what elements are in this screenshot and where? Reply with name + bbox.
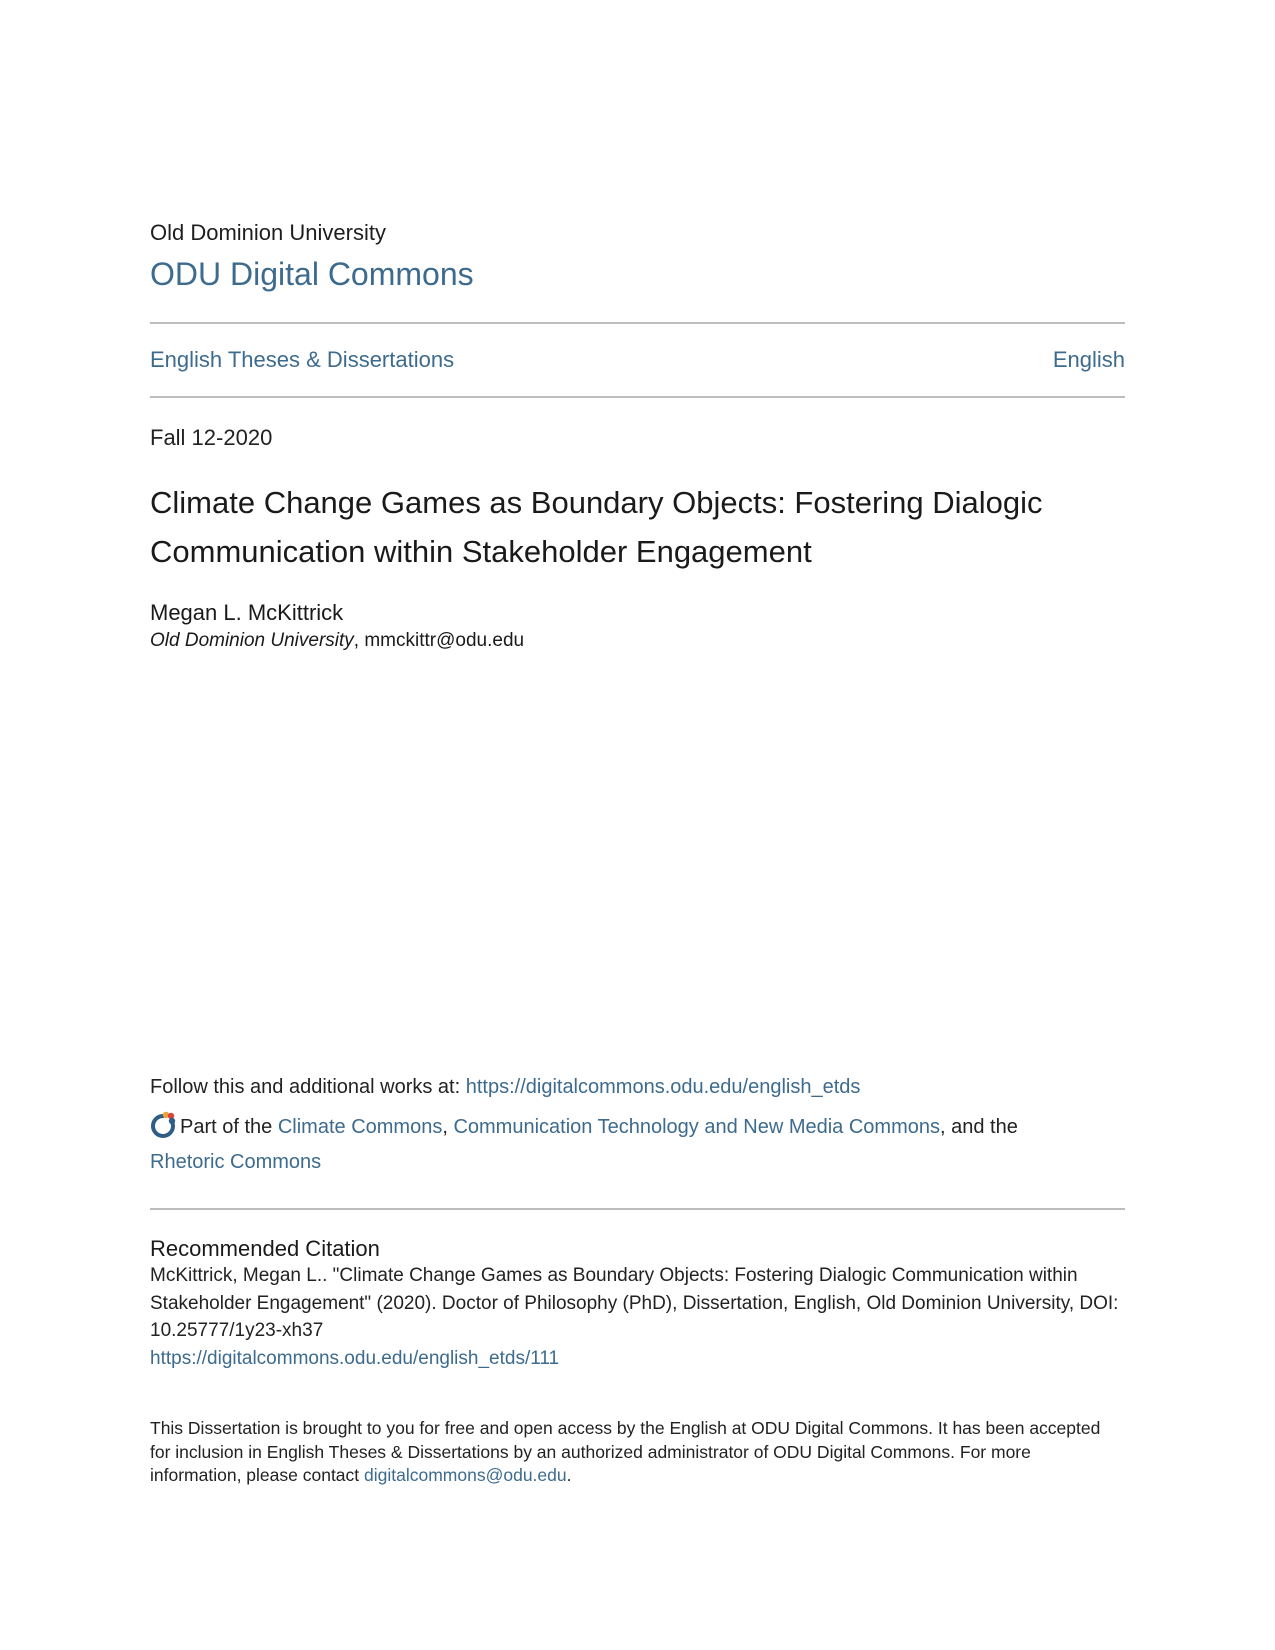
follow-url-link[interactable]: https://digitalcommons.odu.edu/english_etds: [465, 1076, 861, 1098]
part-of-sep-1: ,: [442, 1116, 454, 1138]
affiliation-institution: Old Dominion University: [150, 630, 354, 651]
contact-email-link[interactable]: digitalcommons@odu.edu: [364, 1465, 567, 1485]
network-commons-icon: [150, 1110, 180, 1138]
citation-block: [150, 1262, 1125, 1372]
part-of-prefix: Part of the: [180, 1116, 278, 1138]
publication-date: Fall 12-2020: [150, 425, 273, 450]
series-link[interactable]: English Theses & Dissertations: [150, 347, 455, 372]
department-link[interactable]: English: [1052, 347, 1125, 372]
author-name: Megan L. McKittrick: [150, 600, 344, 625]
climate-commons-link[interactable]: Climate Commons: [277, 1116, 443, 1138]
part-of-commons: [150, 1110, 1125, 1180]
access-notice-text: This Dissertation is brought to you for free and open access by the English at ODU Digital Commons. It has been accepted for inclusion in English Theses & Dissertations by an authorized administrator of ODU Digital Commons. For more information, please contact: [150, 1418, 1101, 1485]
institution-name: Old Dominion University: [150, 220, 386, 245]
divider-nav: [150, 396, 1125, 398]
rhetoric-commons-link[interactable]: Rhetoric Commons: [150, 1151, 322, 1173]
follow-line: [150, 1076, 860, 1099]
citation-text: McKittrick, Megan L.. "Climate Change Games as Boundary Objects: Fostering Dialogic Communication within Stakeholder Engagement" (2020). Doctor of Philosophy (PhD), Dissertation, English, Old Dominion University, DOI: 10.25777/1y23-xh37: [150, 1265, 1119, 1341]
access-notice: [150, 1417, 1125, 1488]
repository-title-link[interactable]: ODU Digital Commons: [150, 256, 474, 292]
citation-url-link[interactable]: https://digitalcommons.odu.edu/english_etds/111: [150, 1347, 560, 1369]
communication-technology-commons-link[interactable]: Communication Technology and New Media Commons: [453, 1116, 940, 1138]
author-email: mmckittr@odu.edu: [364, 630, 525, 651]
author-affiliation: [150, 630, 524, 652]
citation-heading: Recommended Citation: [150, 1236, 380, 1261]
divider-top: [150, 322, 1125, 324]
follow-text: Follow this and additional works at:: [150, 1076, 466, 1098]
document-title: Climate Change Games as Boundary Objects: Fostering Dialogic Communication within Stakeholder Engagement: [150, 485, 1043, 569]
access-notice-end: .: [566, 1465, 572, 1485]
part-of-sep-2: , and the: [940, 1116, 1018, 1138]
affiliation-separator: ,: [353, 630, 365, 651]
divider-citation: [150, 1208, 1125, 1210]
series-nav: [150, 347, 1125, 373]
